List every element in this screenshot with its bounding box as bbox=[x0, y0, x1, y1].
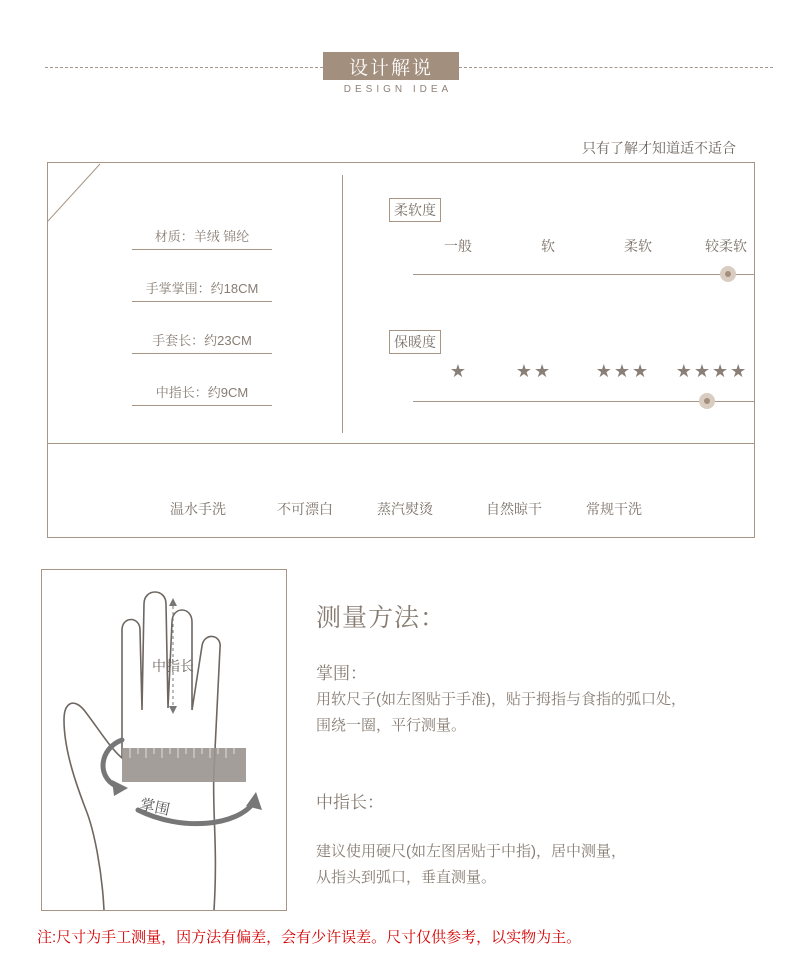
softness-option: 软 bbox=[541, 238, 555, 254]
care-item: 温水手洗 bbox=[170, 501, 226, 517]
spec-divider bbox=[132, 405, 272, 406]
section-title: 设计解说 bbox=[323, 52, 459, 80]
palm-label: 掌围 bbox=[138, 796, 172, 819]
softness-label: 柔软度 bbox=[389, 198, 441, 222]
spec-divider bbox=[132, 249, 272, 250]
softness-option: 较柔软 bbox=[705, 238, 747, 254]
warmth-option: ★★ bbox=[515, 361, 553, 381]
softness-level-marker bbox=[720, 266, 736, 282]
softness-track bbox=[413, 274, 755, 275]
spec-divider bbox=[132, 353, 272, 354]
softness-option: 柔软 bbox=[624, 238, 652, 254]
spec-divider bbox=[132, 301, 272, 302]
panel-horizontal-divider bbox=[48, 443, 754, 444]
warmth-label: 保暖度 bbox=[389, 330, 441, 354]
hand-illustration bbox=[42, 570, 286, 910]
header-rule-left bbox=[45, 67, 323, 68]
care-item: 不可漂白 bbox=[277, 501, 333, 517]
corner-decoration bbox=[48, 163, 108, 223]
palm-instruction-2: 围绕一圈，平行测量。 bbox=[316, 717, 467, 734]
finger-instruction-2: 从指头到弧口，垂直测量。 bbox=[316, 869, 497, 886]
warmth-level-marker bbox=[699, 393, 715, 409]
finger-heading: 中指长： bbox=[316, 793, 384, 812]
spec-glove-length: 手套长：约23CM bbox=[152, 333, 252, 348]
info-panel bbox=[47, 162, 755, 538]
palm-heading: 掌围： bbox=[316, 664, 367, 683]
spec-middle-finger: 中指长：约9CM bbox=[155, 385, 249, 400]
care-item: 常规干洗 bbox=[586, 501, 642, 517]
palm-instruction-1: 用软尺子(如左图贴于手准)，贴于拇指与食指的弧口处， bbox=[316, 691, 686, 708]
finger-instruction-1: 建议使用硬尺(如左图居贴于中指)，居中测量， bbox=[316, 843, 626, 860]
section-subtitle: DESIGN IDEA bbox=[343, 84, 453, 95]
care-item: 蒸汽熨烫 bbox=[377, 501, 433, 517]
measure-title: 测量方法： bbox=[316, 604, 447, 632]
care-item: 自然晾干 bbox=[486, 501, 542, 517]
finger-length-label: 中指长 bbox=[152, 658, 194, 674]
spec-palm: 手掌掌围：约18CM bbox=[145, 281, 259, 296]
warmth-option: ★ bbox=[449, 361, 469, 381]
spec-material: 材质：羊绒 锦纶 bbox=[154, 229, 250, 244]
header-rule-right bbox=[459, 67, 773, 68]
panel-vertical-divider bbox=[342, 175, 343, 433]
hand-figure-frame bbox=[41, 569, 287, 911]
warmth-option: ★★★ bbox=[595, 361, 651, 381]
fit-note: 只有了解才知道适不适合 bbox=[582, 140, 736, 156]
warmth-option: ★★★★ bbox=[675, 361, 749, 381]
footnote-warning: 注:尺寸为手工测量，因方法有偏差，会有少许误差。尺寸仅供参考，以实物为主。 bbox=[37, 929, 582, 946]
softness-option: 一般 bbox=[444, 238, 472, 254]
